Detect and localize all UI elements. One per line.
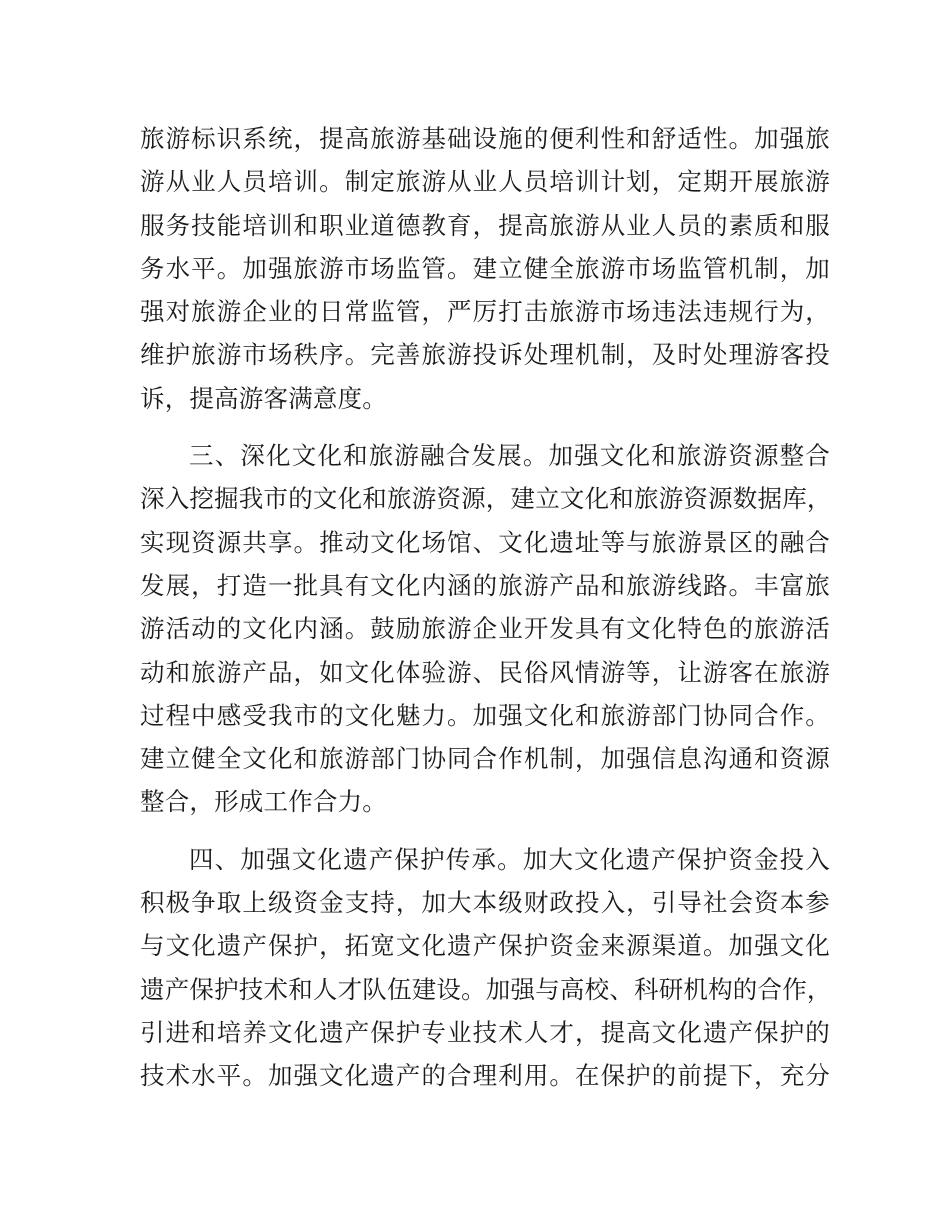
text-line: 过程中感受我市的文化魅力。加强文化和旅游部门协同合作。 xyxy=(140,700,830,730)
text-line: 服务技能培训和职业道德教育，提高旅游从业人员的素质和服 xyxy=(140,210,830,240)
paragraph-3 xyxy=(140,838,830,1098)
paragraph-spacer xyxy=(140,420,830,434)
section-heading-line: 四、加强文化遗产保护传承。加大文化遗产保护资金投入 xyxy=(189,844,830,874)
text-line: 遗产保护技术和人才队伍建设。加强与高校、科研机构的合作， xyxy=(140,974,832,1004)
text-line: 维护旅游市场秩序。完善旅游投诉处理机制，及时处理游客投 xyxy=(140,340,830,370)
paragraph-2 xyxy=(140,434,830,824)
text-line: 发展，打造一批具有文化内涵的旅游产品和旅游线路。丰富旅 xyxy=(140,570,830,600)
text-line: 深入挖掘我市的文化和旅游资源，建立文化和旅游资源数据库， xyxy=(140,484,832,514)
text-line: 与文化遗产保护，拓宽文化遗产保护资金来源渠道。加强文化 xyxy=(140,931,830,961)
text-line: 实现资源共享。推动文化场馆、文化遗址等与旅游景区的融合 xyxy=(140,527,830,557)
text-line: 务水平。加强旅游市场监管。建立健全旅游市场监管机制，加 xyxy=(140,253,830,283)
text-line: 游从业人员培训。制定旅游从业人员培训计划，定期开展旅游 xyxy=(140,167,830,197)
text-line: 技术水平。加强文化遗产的合理利用。在保护的前提下，充分 xyxy=(140,1061,830,1091)
text-line: 强对旅游企业的日常监管，严厉打击旅游市场违法违规行为， xyxy=(140,297,830,327)
text-line: 引进和培养文化遗产保护专业技术人才，提高文化遗产保护的 xyxy=(140,1017,830,1047)
text-line: 积极争取上级资金支持，加大本级财政投入，引导社会资本参 xyxy=(140,888,830,918)
text-line: 旅游标识系统，提高旅游基础设施的便利性和舒适性。加强旅 xyxy=(140,124,830,153)
paragraph-spacer xyxy=(140,824,830,838)
text-line: 游活动的文化内涵。鼓励旅游企业开发具有文化特色的旅游活 xyxy=(140,614,830,644)
text-line: 诉，提高游客满意度。 xyxy=(140,383,387,413)
section-heading-line: 三、深化文化和旅游融合发展。加强文化和旅游资源整合 xyxy=(189,441,830,471)
text-line: 建立健全文化和旅游部门协同合作机制，加强信息沟通和资源 xyxy=(140,744,830,774)
paragraph-1 xyxy=(140,117,830,420)
text-line: 动和旅游产品，如文化体验游、民俗风情游等，让游客在旅游 xyxy=(140,657,830,687)
text-line: 整合，形成工作合力。 xyxy=(140,787,387,817)
document-body xyxy=(140,117,830,1098)
